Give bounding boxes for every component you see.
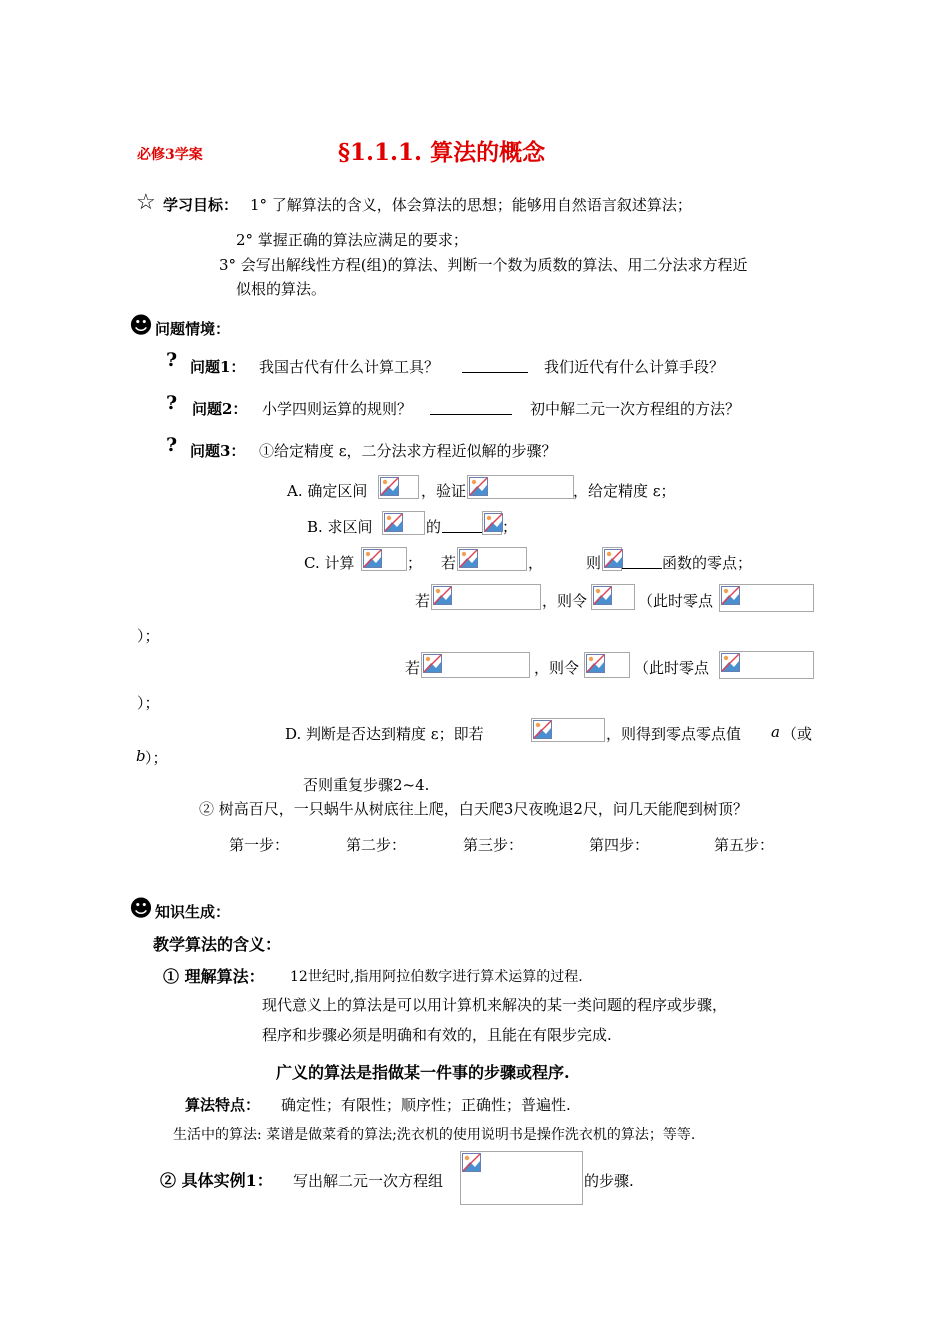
- image-icon: [363, 549, 382, 568]
- row2-text: 若: [405, 659, 421, 677]
- example-label: ② 具体实例1：: [160, 1171, 273, 1190]
- step-c-text-2: ；: [407, 554, 423, 572]
- q3-text: ①给定精度 ε，二分法求方程近似解的步骤？: [259, 442, 557, 460]
- question-icon: ?: [166, 392, 178, 414]
- question-icon: ?: [166, 434, 178, 456]
- formula-image: [361, 547, 407, 571]
- step-d-text: D. 判断是否达到精度 ε；即若: [285, 725, 484, 743]
- row1-text: 若: [415, 592, 431, 610]
- goal-3-cont: 似根的算法。: [236, 280, 327, 298]
- formula-image: [431, 584, 541, 610]
- step-label: 第一步：: [229, 836, 290, 854]
- goals-heading: 学习目标：: [163, 196, 239, 214]
- features-label: 算法特点：: [185, 1096, 261, 1114]
- understand-text: 12世纪时,指用阿拉伯数字进行算术运算的过程.: [290, 969, 583, 985]
- understand-label: ① 理解算法：: [163, 967, 265, 986]
- q1-label: 问题1：: [190, 358, 246, 376]
- q2-label: 问题2：: [192, 400, 248, 418]
- step-c-blank: [622, 552, 662, 569]
- else-text: 否则重复步骤2~4.: [303, 776, 430, 794]
- life-algorithms: 生活中的算法: 菜谱是做菜肴的算法;洗衣机的使用说明书是操作洗衣机的算法；等等.: [173, 1127, 696, 1143]
- q1-text: 我国古代有什么计算工具？: [259, 358, 440, 376]
- smiley-icon: ☻: [129, 896, 153, 922]
- image-icon: [593, 586, 612, 605]
- formula-image: [591, 584, 635, 610]
- features-text: 确定性；有限性；顺序性；正确性；普遍性.: [281, 1096, 571, 1114]
- understand-line-2: 现代意义上的算法是可以用计算机来解决的某一类问题的程序或步骤，: [262, 996, 728, 1014]
- formula-image: [719, 584, 814, 612]
- step-a-text-3: ，给定精度 ε；: [573, 482, 676, 500]
- formula-image: [460, 1151, 583, 1205]
- image-icon: [469, 477, 488, 496]
- understand-line-3: 程序和步骤必须是明确和有效的，且能在有限步完成.: [262, 1026, 612, 1044]
- formula-image: [421, 652, 530, 678]
- q2-blank: [430, 398, 512, 415]
- situation-heading: 问题情境：: [155, 320, 231, 338]
- smiley-icon: ☻: [129, 313, 153, 339]
- image-icon: [721, 586, 740, 605]
- star-icon: ☆: [136, 190, 156, 215]
- row1-end: ）；: [137, 627, 160, 645]
- goal-1: 1° 了解算法的含义，体会算法的思想；能够用自然语言叙述算法；: [250, 196, 692, 214]
- question-icon: ?: [166, 349, 178, 371]
- q1-blank: [462, 356, 528, 373]
- row1-text-3: （此时零点: [638, 592, 714, 610]
- step-c-text-5: 则: [586, 554, 602, 572]
- step-c-text-3: 若: [441, 554, 457, 572]
- formula-image: [584, 652, 630, 678]
- goal-2: 2° 掌握正确的算法应满足的要求；: [236, 231, 468, 249]
- knowledge-subheading: 教学算法的含义：: [153, 935, 282, 954]
- q3-label: 问题3：: [190, 442, 246, 460]
- formula-image: [382, 511, 425, 535]
- step-label: 第五步：: [714, 836, 775, 854]
- knowledge-heading: 知识生成：: [155, 903, 231, 921]
- step-d-text-2: ，则得到零点零点值: [606, 725, 742, 743]
- snail-problem: ② 树高百尺，一只蜗牛从树底往上爬，白天爬3尺夜晚退2尺，问几天能爬到树顶？: [199, 800, 748, 818]
- q2-text: 小学四则运算的规则？: [262, 400, 413, 418]
- example-text: 写出解二元一次方程组: [293, 1172, 444, 1190]
- step-a-text-2: ，验证: [421, 482, 467, 500]
- image-icon: [533, 720, 552, 739]
- step-d-var-a: a: [771, 723, 780, 741]
- step-c-text-6: 函数的零点；: [662, 554, 753, 572]
- image-icon: [721, 653, 740, 672]
- row2-text-2: ，则令: [534, 659, 580, 677]
- step-b-blank: [442, 516, 482, 533]
- step-d-text-4: ）；: [145, 749, 168, 767]
- formula-image: [531, 718, 605, 742]
- example-text-2: 的步骤.: [584, 1172, 634, 1190]
- step-label: 第三步：: [463, 836, 524, 854]
- step-label: 第二步：: [346, 836, 407, 854]
- broad-definition: 广义的算法是指做某一件事的步骤或程序.: [276, 1063, 570, 1082]
- step-d-var-b: b: [136, 747, 146, 765]
- formula-image: [602, 547, 622, 571]
- formula-image: [467, 475, 574, 499]
- image-icon: [484, 513, 503, 532]
- step-b-text: B. 求区间: [307, 518, 373, 536]
- formula-image: [719, 651, 814, 679]
- image-icon: [384, 513, 403, 532]
- step-b-text-2: 的: [426, 518, 442, 536]
- row2-end: ）；: [137, 694, 160, 712]
- row1-text-2: ，则令: [542, 592, 588, 610]
- image-icon: [380, 477, 399, 496]
- step-a-text: A. 确定区间: [287, 482, 368, 500]
- image-icon: [604, 549, 623, 568]
- formula-image: [482, 511, 502, 535]
- q2-text-2: 初中解二元一次方程组的方法？: [530, 400, 741, 418]
- step-c-text-4: ，: [528, 554, 544, 572]
- image-icon: [462, 1153, 481, 1172]
- formula-image: [378, 475, 419, 499]
- image-icon: [459, 549, 478, 568]
- step-c-text: C. 计算: [304, 554, 355, 572]
- image-icon: [433, 586, 452, 605]
- course-label: 必修3学案: [137, 147, 203, 163]
- step-b-text-3: ；: [502, 518, 518, 536]
- goal-3: 3° 会写出解线性方程(组)的算法、判断一个数为质数的算法、用二分法求方程近: [219, 256, 748, 274]
- image-icon: [423, 654, 442, 673]
- step-label: 第四步：: [589, 836, 650, 854]
- step-d-text-3: （或: [782, 725, 813, 743]
- page-title: §1.1.1. 算法的概念: [338, 139, 546, 166]
- formula-image: [457, 547, 527, 571]
- image-icon: [586, 654, 605, 673]
- row2-text-3: （此时零点: [634, 659, 710, 677]
- q1-text-2: 我们近代有什么计算手段？: [544, 358, 725, 376]
